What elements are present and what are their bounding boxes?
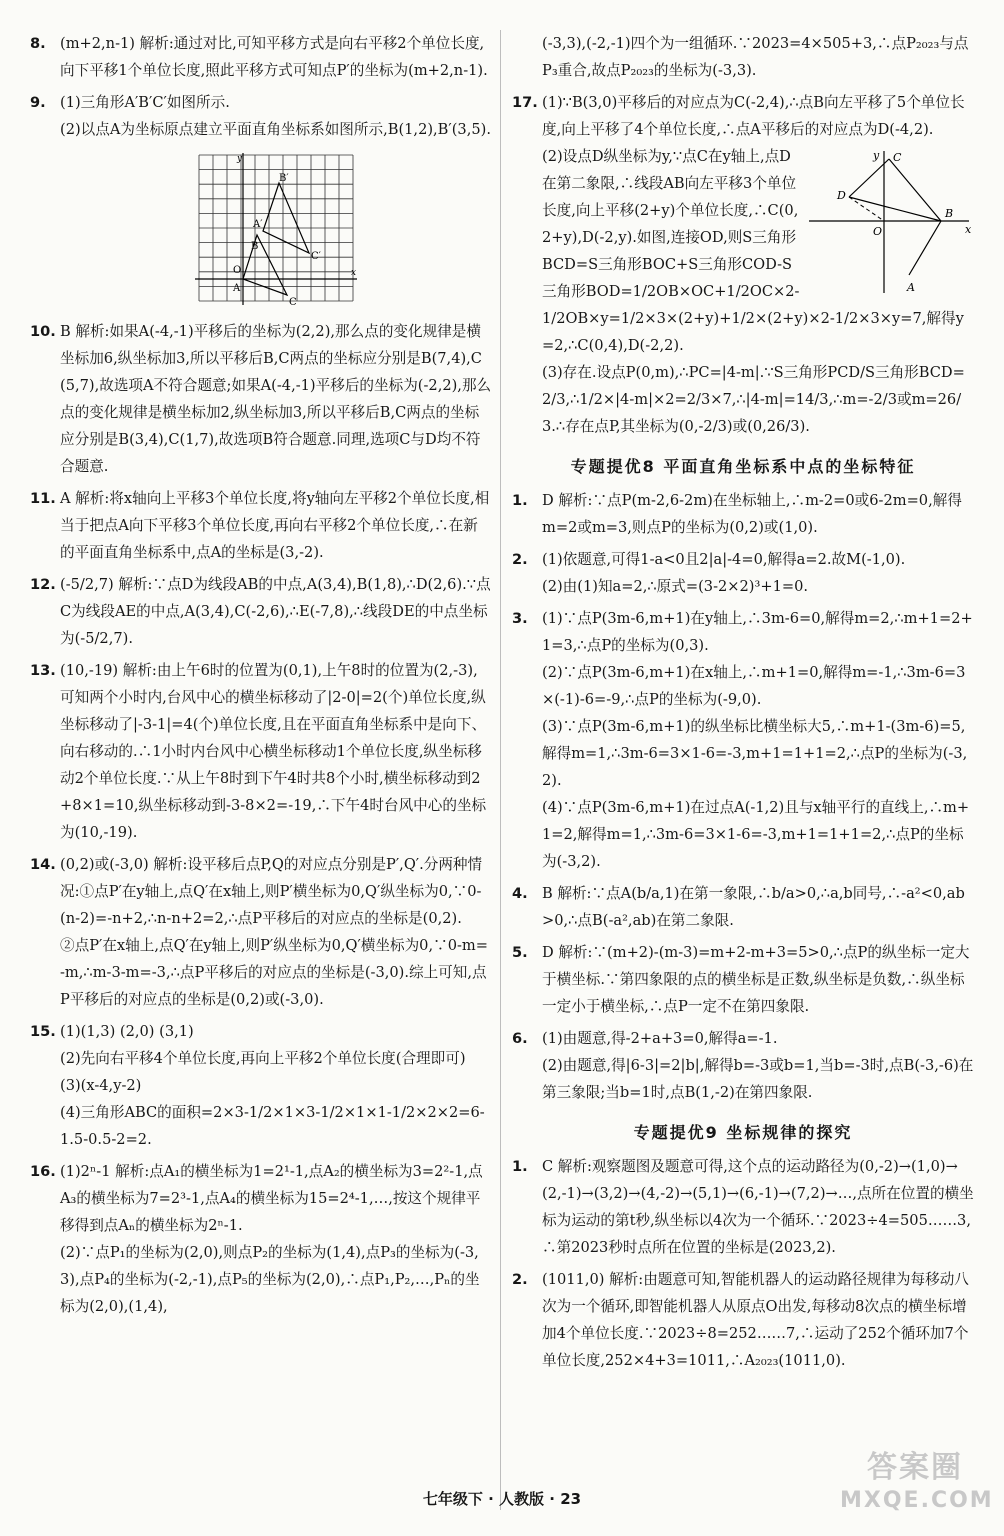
answer-line: (2)先向右平移4个单位长度,再向上平移2个单位长度(合理即可) [60, 1050, 466, 1067]
question-item [512, 487, 974, 541]
question-body [60, 571, 492, 652]
question-body [60, 485, 492, 566]
question-item [512, 1153, 974, 1261]
question-item [30, 1158, 492, 1320]
question-body [60, 30, 492, 84]
seg-ba [909, 221, 941, 275]
fig9-label-o: O [233, 265, 242, 276]
fig17-label-x: x [965, 223, 972, 236]
question-number: 8. [30, 35, 46, 52]
fig9-label-a1: A′ [253, 219, 263, 230]
question-body [542, 1025, 974, 1106]
answer-line: (2)∵点P(3m-6,m+1)在x轴上,∴m+1=0,解得m=-1,∴3m-6=3×(-1)-6=-9,∴点P的坐标为(-9,0). [542, 664, 966, 708]
answer-line: (2)由题意,得|6-3|=2|b|,解得b=-3或b=1,当b=-3时,点B(-3,-6)在第三象限;当b=1时,点B(1,-2)在第四象限. [542, 1057, 974, 1101]
answer-line: (2)设点D纵坐标为y,∵点C在y轴上,点D在第二象限,∴线段AB向左平移3个单位长度,向上平移(2+y)个单位长度,∴C(0,2+y),D(-2,y).如图,连接OD,则S三角形BCD=S三角形BOC+S三角形COD-S三角形BOD=1/2OB×OC+1/2OC×2-1/2OB×y=1/2×3×(2+y)+1/2×(2+y)×2-1/2×3×y=7,解得y=2,∴C(0,4),D(-2,2). [542, 148, 964, 354]
question-number: 1. [512, 492, 528, 509]
question-number: 1. [512, 1158, 528, 1175]
question-item [30, 485, 492, 566]
fig17-label-b: B [945, 207, 954, 220]
coordinate-diagram [809, 147, 974, 297]
seg-db [849, 197, 941, 221]
answer-line: B 解析:如果A(-4,-1)平移后的坐标为(2,2),那么点的变化规律是横坐标加6,纵坐标加3,所以平移后B,C两点的坐标应分别是B(7,4),C(5,7),故选项A不符合题意;如果A(-4,-1)平移后的坐标为(-2,2),那么点的变化规律是横坐标加2,纵坐标加3,所以平移后B,C两点的坐标应分别是B(3,4),C(1,7),故选项B符合题意.同理,选项C与D均不符合题意. [60, 323, 492, 475]
question-number: 14. [30, 856, 56, 873]
question-number: 11. [30, 490, 56, 507]
question-number: 13. [30, 662, 56, 679]
answer-line: C 解析:观察题图及题意可得,这个点的运动路径为(0,-2)→(1,0)→(2,-1)→(3,2)→(4,-2)→(5,1)→(6,-1)→(7,2)→…,点所在位置的横坐标为运动的第t秒,纵坐标以4次为一个循环.∵2023÷4=505……3,∴第2023秒时点所在位置的坐标是(2023,2). [542, 1158, 974, 1256]
question-number: 10. [30, 323, 56, 340]
question-number: 2. [512, 1271, 528, 1288]
question-item [512, 30, 974, 84]
fig9-label-y: y [237, 154, 243, 164]
answer-line: (3)存在.设点P(0,m),∴PC=|4-m|.∵S三角形PCD/S三角形BCD=2/3,∴1/2×|4-m|×2=2/3×7,∴|4-m|=14/3,∴m=-2/3或m=26/3.∴存在点P,其坐标为(0,-2/3)或(0,26/3). [542, 364, 965, 435]
page-footer: 七年级下 · 人教版 · 23 [422, 1490, 582, 1508]
fig17-label-a: A [907, 281, 915, 294]
answer-line: (1)由题意,得-2+a+3=0,解得a=-1. [542, 1030, 778, 1047]
question-item [30, 851, 492, 1013]
question-number: 12. [30, 576, 56, 593]
section-title: 专题提优9 坐标规律的探究 [633, 1123, 853, 1142]
question-body [60, 657, 492, 846]
question-body [60, 318, 492, 480]
question-item [512, 605, 974, 875]
question-number: 4. [512, 885, 528, 902]
question-item [30, 318, 492, 480]
watermark-line1: 答案圈 [867, 1450, 963, 1485]
column-divider [500, 30, 501, 1510]
question-item [512, 880, 974, 934]
question-item [30, 571, 492, 652]
question-body [60, 1018, 492, 1153]
answer-line: (2)∵点P₁的坐标为(2,0),则点P₂的坐标为(1,4),点P₃的坐标为(-3,3),点P₄的坐标为(-2,-1),点P₅的坐标为(2,0),∴点P₁,P₂,…,Pₙ的坐标为(2,0),(1,4), [60, 1244, 480, 1315]
question-item [512, 89, 974, 440]
grid-diagram [191, 149, 361, 309]
answer-line: (1)∵B(3,0)平移后的对应点为C(-2,4),∴点B向左平移了5个单位长度,向上平移了4个单位长度,∴点A平移后的对应点为D(-4,2). [542, 94, 965, 138]
question-item [512, 1266, 974, 1374]
answer-line: (10,-19) 解析:由上午6时的位置为(0,1),上午8时的位置为(2,-3),可知两个小时内,台风中心的横坐标移动了|2-0|=2(个)单位长度,纵坐标移动了|-3-1|=4(个)单位长度,且在平面直角坐标系中是向下、向右移动的.∴1小时内台风中心横坐标移动1个单位长度,纵坐标移动2个单位长度.∵从上午8时到下午4时共8个小时,横坐标移动到2+8×1=10,纵坐标移动到-3-8×2=-19,∴下午4时台风中心的坐标为(10,-19). [60, 662, 487, 841]
question-item [30, 1018, 492, 1153]
question-body [60, 1158, 492, 1320]
question-item [30, 30, 492, 84]
question-number: 15. [30, 1023, 56, 1040]
answer-line: (0,2)或(-3,0) 解析:设平移后点P,Q的对应点分别是P′,Q′.分两种情况:①点P′在y轴上,点Q′在x轴上,则P′横坐标为0,Q′纵坐标为0,∵0-(n-2)=-n+2,∴n-n+2=2,∴点P平移后的对应点的坐标是(0,2). [60, 856, 483, 927]
question-body [542, 605, 974, 875]
fig9-label-c1: C′ [311, 251, 321, 262]
question-number: 16. [30, 1163, 56, 1180]
question-body [60, 89, 492, 313]
question-body [542, 880, 974, 934]
question-body [542, 89, 974, 440]
answer-line: (3)(x-4,y-2) [60, 1077, 142, 1094]
answer-line: (3)∵点P(3m-6,m+1)的纵坐标比横坐标大5,∴m+1-(3m-6)=5,解得m=1,∴3m-6=3×1-6=-3,m+1=1+1=2,∴点P的坐标为(-3,2). [542, 718, 968, 789]
question-body [542, 939, 974, 1020]
answer-line: (-3,3),(-2,-1)四个为一组循环.∵2023=4×505+3,∴点P₂₀₂₃与点P₃重合,故点P₂₀₂₃的坐标为(-3,3). [542, 35, 969, 79]
question-body [542, 546, 974, 600]
question-number: 2. [512, 551, 528, 568]
watermark-line2: MXQE.COM [840, 1488, 994, 1513]
question-item [512, 546, 974, 600]
fig9-label-a: A [233, 283, 241, 294]
fig17-label-c: C [893, 151, 902, 164]
fig9-label-b: B [251, 241, 259, 252]
question-body [542, 1153, 974, 1261]
question-item [30, 657, 492, 846]
question-body [542, 487, 974, 541]
seg-od [849, 197, 884, 221]
answer-line: (1)∵点P(3m-6,m+1)在y轴上,∴3m-6=0,解得m=2,∴m+1=2+1=3,∴点P的坐标为(0,3). [542, 610, 973, 654]
fig9-label-b1: B′ [279, 173, 289, 184]
question-number: 6. [512, 1030, 528, 1047]
question-item [30, 89, 492, 313]
answer-line: (2)以点A为坐标原点建立平面直角坐标系如图所示,B(1,2),B′(3,5). [60, 121, 491, 138]
question-body [60, 851, 492, 1013]
watermark [840, 1448, 994, 1528]
axes [195, 153, 357, 305]
answer-line: (4)∵点P(3m-6,m+1)在过点A(-1,2)且与x轴平行的直线上,∴m+1=2,解得m=1,∴3m-6=3×1-6=-3,m+1=1+1=2,∴点P的坐标为(-3,2). [542, 799, 970, 870]
section-title: 专题提优8 平面直角坐标系中点的坐标特征 [570, 457, 916, 476]
fig17-label-o: O [873, 225, 883, 238]
left-column [30, 30, 492, 1325]
question-number: 5. [512, 944, 528, 961]
question-item [512, 1025, 974, 1106]
answer-line: A 解析:将x轴向上平移3个单位长度,将y轴向左平移2个单位长度,相当于把点A向下平移3个单位长度,再向右平移2个单位长度,∴在新的平面直角坐标系中,点A的坐标是(3,-2). [60, 490, 490, 561]
figure-grid-triangle [60, 149, 492, 309]
answer-line: (1)(1,3) (2,0) (3,1) [60, 1023, 194, 1040]
answer-line: (1)依题意,可得1-a<0且2|a|-4=0,解得a=2.故M(-1,0). [542, 551, 906, 568]
answer-line: (4)三角形ABC的面积=2×3-1/2×1×3-1/2×1×1-1/2×2×2=6-1.5-0.5-2=2. [60, 1104, 485, 1148]
question-number: 3. [512, 610, 528, 627]
answer-line: (2)由(1)知a=2,∴原式=(3-2×2)³+1=0. [542, 578, 809, 595]
fig17-label-d: D [837, 189, 846, 202]
answer-line: B 解析:∵点A(b/a,1)在第一象限,∴b/a>0,∴a,b同号,∴-a²<0,ab>0,∴点B(-a²,ab)在第二象限. [542, 885, 965, 929]
question-number: 9. [30, 94, 46, 111]
fig17-label-y: y [873, 149, 880, 162]
answer-line: (1011,0) 解析:由题意可知,智能机器人的运动路径规律为每移动八次为一个循环,即智能机器人从原点O出发,每移动8次点的横坐标增加4个单位长度.∵2023÷8=252……7,∴运动了252个循环加7个单位长度,252×4+3=1011,∴A₂₀₂₃(1011,0). [542, 1271, 969, 1369]
answer-line: (-5/2,7) 解析:∵点D为线段AB的中点,A(3,4),B(1,8),∴D(2,6).∵点C为线段AE的中点,A(3,4),C(-2,6),∴E(-7,8),∴线段DE的中点坐标为(-5/2,7). [60, 576, 491, 647]
fig9-label-c: C [289, 297, 297, 308]
answer-line: D 解析:∵点P(m-2,6-2m)在坐标轴上,∴m-2=0或6-2m=0,解得m=2或m=3,则点P的坐标为(0,2)或(1,0). [542, 492, 962, 536]
question-item [512, 939, 974, 1020]
answer-line: (1)三角形A′B′C′如图所示. [60, 94, 230, 111]
answer-line: (m+2,n-1) 解析:通过对比,可知平移方式是向右平移2个单位长度,向下平移1个单位长度,照此平移方式可知点P′的坐标为(m+2,n-1). [60, 35, 488, 79]
answer-line: D 解析:∵(m+2)-(m-3)=m+2-m+3=5>0,∴点P的纵坐标一定大于横坐标.∵第四象限的点的横坐标是正数,纵坐标是负数,∴纵坐标一定小于横坐标,∴点P一定不在第四象限. [542, 944, 970, 1015]
fig9-label-x: x [351, 268, 357, 278]
seg-cd [849, 159, 889, 197]
answer-line: ②点P′在x轴上,点Q′在y轴上,则P′纵坐标为0,Q′横坐标为0,∵0-m=-m,∴m-3-m=-3,∴点P平移后的对应点的坐标是(-3,0).综上可知,点P平移后的对应点的坐标是(0,2)或(-3,0). [60, 937, 488, 1008]
answer-line: (1)2ⁿ-1 解析:点A₁的横坐标为1=2¹-1,点A₂的横坐标为3=2²-1,点A₃的横坐标为7=2³-1,点A₄的横坐标为15=2⁴-1,…,按这个规律平移得到点Aₙ的横坐标为2ⁿ-1. [60, 1163, 483, 1234]
seg-cb [889, 159, 941, 221]
question-body [542, 1266, 974, 1374]
question-number [512, 30, 542, 84]
question-number: 17. [512, 94, 538, 111]
right-column [512, 30, 974, 1379]
question-body [542, 30, 974, 84]
